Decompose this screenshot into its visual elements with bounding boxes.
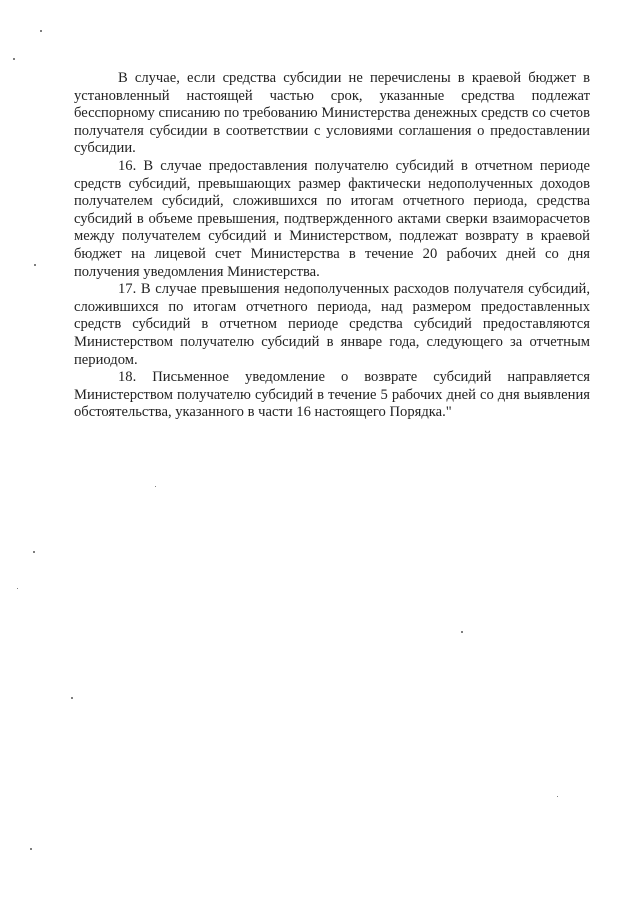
paragraph-17: 17. В случае превышения недополученных расходов получателя субсидий, сложившихся по итогам отчетного периода, над размером предоставленных средств субсидий в отчетном периоде средства субсидий предоставляются Министерством получателю субсидий в январе года, следующего за отчетным периодом. (74, 281, 590, 368)
paragraph-16: 16. В случае предоставления получателю субсидий в отчетном периоде средств субсидий, превышающих размер фактически недополученных доходов получателем субсидий, сложившихся по итогам отчетного периода, средства субсидий в объеме превышения, подтвержденного актами сверки взаиморасчетов между получателем субсидий и Министерством, подлежат возврату в краевой бюджет на лицевой счет Министерства в течение 20 рабочих дней со дня получения уведомления Министерства. (74, 157, 590, 280)
document-body (74, 70, 590, 422)
scan-speck (13, 58, 15, 60)
scan-speck (461, 631, 463, 633)
scan-speck (33, 551, 35, 553)
scan-speck (34, 264, 36, 266)
paragraph-18: 18. Письменное уведомление о возврате субсидий направляется Министерством получателю субсидий в течение 5 рабочих дней со дня выявления обстоятельства, указанного в части 16 настоящего Порядка." (74, 369, 590, 421)
paragraph-subsidy-return: В случае, если средства субсидии не перечислены в краевой бюджет в установленный настоящей частью срок, указанные средства подлежат бесспорному списанию по требованию Министерства денежных средств со счетов получателя субсидии в соответствии с условиями соглашения о предоставлении субсидии. (74, 70, 590, 157)
scan-speck (30, 848, 32, 850)
scan-speck (155, 486, 156, 487)
scan-speck (71, 697, 73, 699)
scan-speck (17, 588, 18, 589)
scan-speck (557, 796, 558, 797)
scan-speck (40, 30, 42, 32)
